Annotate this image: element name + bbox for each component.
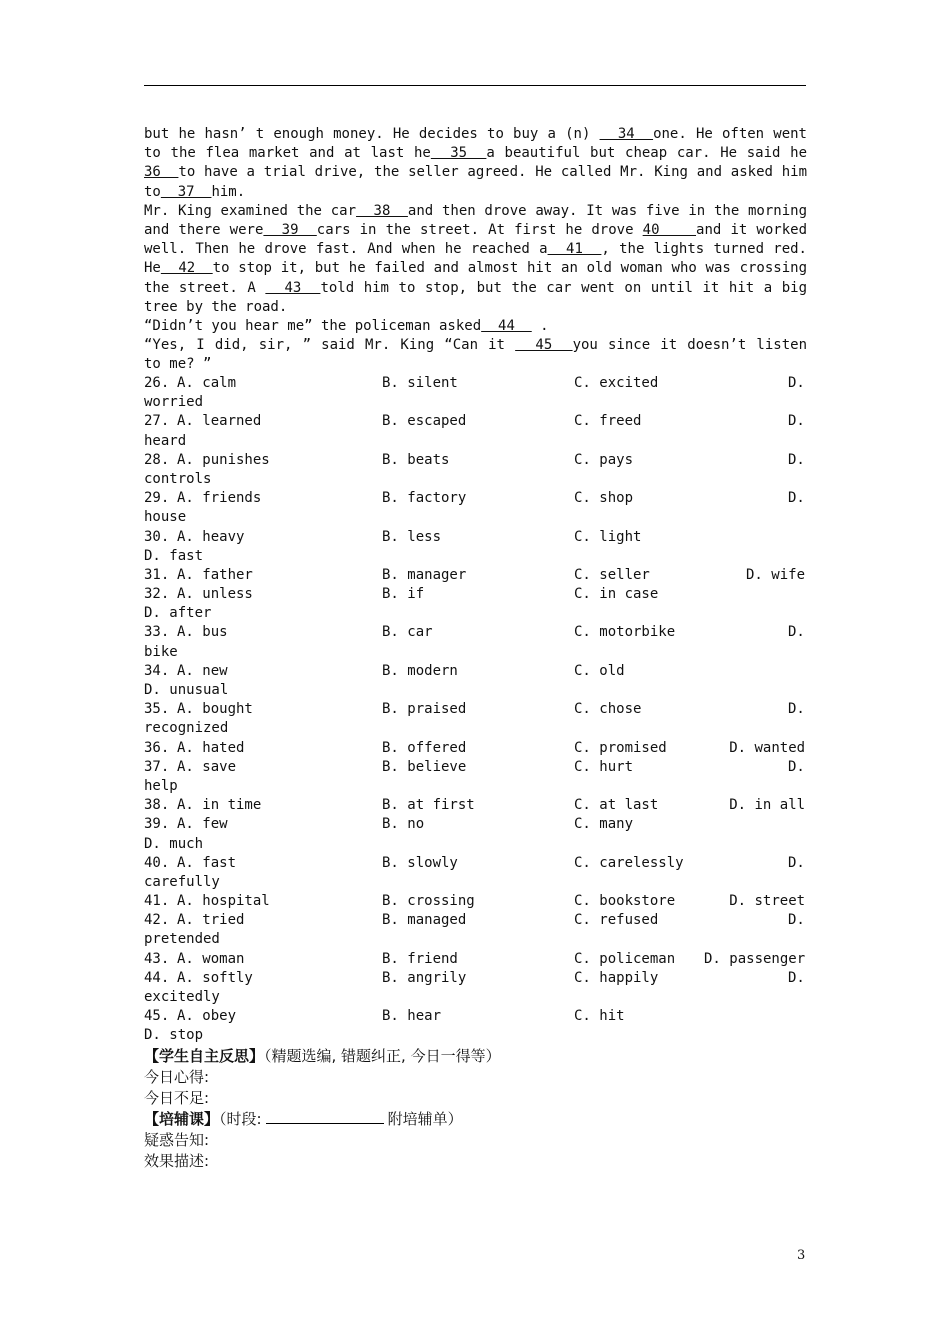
question-row [144,892,807,911]
passage-line-7: well. Then he drove fast. And when he reached a 41 , the lights turned red. [144,241,807,258]
option-a[interactable]: A. calm [177,375,237,391]
question-row [144,528,807,547]
question-number: 39. [144,816,170,833]
option-a[interactable]: A. hated [177,739,245,756]
option-d[interactable]: D. wife [746,566,806,583]
option-c[interactable]: C. happily [574,969,659,986]
option-d[interactable]: D. [788,624,805,641]
option-c[interactable]: C. old [574,662,625,679]
tutoring-header [144,1109,501,1130]
option-b[interactable]: B. factory [382,490,467,507]
question-number: 44. [144,969,170,986]
option-a[interactable]: A. obey [177,1008,237,1025]
question-number: 29. [144,490,170,507]
option-b[interactable]: B. managed [382,912,467,929]
passage-line-5: Mr. King examined the car 38 and then drove away. It was five in the morning [144,202,807,219]
option-c[interactable]: C. freed [574,413,642,430]
option-a[interactable]: A. punishes [177,451,270,468]
option-d[interactable]: D. passenger [704,950,806,967]
question-row [144,796,807,815]
option-b[interactable]: B. modern [382,662,458,679]
question-row-wrap [144,643,807,662]
question-row-wrap [144,930,807,949]
option-a[interactable]: A. in time [177,797,262,814]
option-c[interactable]: C. shop [574,490,634,507]
option-d[interactable]: D. [788,701,805,718]
option-d-wrapped[interactable]: D. fast [144,547,204,564]
tutoring-note: 附培辅单） [387,1110,463,1128]
option-b[interactable]: B. silent [382,375,458,391]
option-a[interactable]: A. few [177,816,228,833]
question-row-wrap [144,835,807,854]
question-row-wrap [144,719,807,738]
question-number: 42. [144,912,170,929]
option-d[interactable]: D. wanted [729,739,806,756]
blank-39[interactable]: 39 [263,221,317,238]
passage-line-13: to me? ” [144,356,212,373]
option-d[interactable]: D. [788,451,805,468]
passage-line-2: to the flea market and at last he 35 a beautiful but cheap car. He said he [144,145,807,162]
question-number: 37. [144,758,170,775]
option-d[interactable]: D. in all [729,797,806,814]
option-c[interactable]: C. policeman [574,950,676,967]
option-c[interactable]: C. promised [574,739,667,756]
blank-44[interactable]: 44 [481,317,532,334]
gain-label: 今日心得: [144,1068,210,1086]
option-b[interactable]: B. manager [382,566,467,583]
blank-35[interactable]: 35 [430,145,487,162]
option-c[interactable]: C. in case [574,586,659,603]
option-b[interactable]: B. praised [382,701,467,718]
option-d[interactable]: D. [788,969,805,986]
passage-line-6: and there were 39 cars in the street. At first he drove 40 and it worked [144,221,807,238]
question-number: 34. [144,662,170,679]
option-b[interactable]: B. escaped [382,413,467,430]
blank-36[interactable]: 36 [144,164,179,181]
option-a[interactable]: A. save [177,758,237,775]
option-a[interactable]: A. new [177,662,228,679]
question-number: 43. [144,950,170,967]
option-d-wrapped[interactable]: worried [144,394,204,411]
blank-43[interactable]: 43 [265,279,321,296]
option-a[interactable]: A. unless [177,586,253,603]
period-fill-line[interactable] [266,1109,384,1124]
option-a[interactable]: A. woman [177,950,245,967]
option-c[interactable]: C. pays [574,451,634,468]
blank-45[interactable]: 45 [515,337,573,354]
question-row [144,700,807,719]
option-d[interactable]: D. [788,413,805,430]
option-b[interactable]: B. no [382,816,425,833]
question-row [144,662,807,681]
reflection-header [144,1046,501,1067]
option-d-wrapped[interactable]: bike [144,643,178,660]
question-row [144,815,807,834]
question-row [144,1007,807,1026]
option-d-wrapped[interactable]: house [144,509,187,526]
question-row-wrap [144,547,807,566]
option-d-wrapped[interactable]: recognized [144,720,229,737]
passage-line-11: “Didn’t you hear me” the policeman asked 44 . [144,317,549,334]
question-row [144,585,807,604]
option-b[interactable]: B. slowly [382,854,458,871]
header-rule [144,85,806,86]
question-row [144,739,807,758]
question-row-wrap [144,1026,807,1045]
question-row [144,489,807,508]
passage-line-9: the street. A 43 told him to stop, but the car went on until it hit a big [144,279,807,296]
option-d[interactable]: D. [788,490,805,507]
passage-line-3: 36 to have a trial drive, the seller agreed. He called Mr. King and asked him [144,164,807,181]
tutoring-period-label: （时段: [219,1110,262,1128]
question-number: 41. [144,893,170,910]
lack-label: 今日不足: [144,1089,210,1107]
option-c[interactable]: C. hit [574,1008,625,1025]
reflection-section [144,1046,501,1172]
option-b[interactable]: B. car [382,624,433,641]
question-row-wrap [144,508,807,527]
passage-line-4: to 37 him. [144,183,246,200]
tutoring-heading: 【培辅课】 [144,1110,220,1128]
question-number: 30. [144,528,170,545]
reflection-note: （精题选编, 错题纠正, 今日一得等） [264,1047,501,1065]
question-row [144,412,807,431]
option-c[interactable]: C. chose [574,701,642,718]
option-d[interactable]: D. [788,758,805,775]
option-c[interactable]: C. carelessly [574,854,684,871]
option-b[interactable]: B. believe [382,758,467,775]
question-row [144,854,807,873]
question-row-wrap [144,988,807,1007]
option-c[interactable]: C. motorbike [574,624,676,641]
option-a[interactable]: A. father [177,566,253,583]
option-c[interactable]: C. seller [574,566,650,583]
passage-line-10: tree by the road. [144,298,288,315]
option-b[interactable]: B. less [382,528,442,545]
question-number: 28. [144,451,170,468]
option-d-wrapped[interactable]: help [144,777,178,794]
option-a[interactable]: A. friends [177,490,262,507]
option-b[interactable]: B. beats [382,451,450,468]
question-row [144,451,807,470]
question-number: 33. [144,624,170,641]
option-d-wrapped[interactable]: D. after [144,605,212,622]
option-d-wrapped[interactable]: D. stop [144,1027,204,1044]
question-row [144,758,807,777]
blank-41[interactable]: 41 [547,241,602,258]
option-d-wrapped[interactable]: D. unusual [144,682,229,698]
question-row [144,969,807,988]
option-b[interactable]: B. if [382,586,425,603]
question-number: 31. [144,566,170,583]
blank-42[interactable]: 42 [160,260,213,277]
option-d-wrapped[interactable]: excitedly [144,989,220,1005]
question-row-wrap [144,777,807,796]
option-b[interactable]: B. friend [382,950,458,967]
page-number: 3 [797,1248,806,1263]
option-c[interactable]: C. many [574,816,634,833]
option-d-wrapped[interactable]: pretended [144,931,220,948]
question-row-wrap [144,470,807,489]
option-a[interactable]: A. hospital [177,893,270,910]
blank-40[interactable]: 40 [642,221,697,238]
option-d-wrapped[interactable]: D. much [144,835,204,852]
option-a[interactable]: A. fast [177,854,237,871]
option-b[interactable]: B. at first [382,797,475,814]
question-number: 27. [144,413,170,430]
option-c[interactable]: C. bookstore [574,893,676,910]
question-number: 40. [144,854,170,871]
effect-label: 效果描述: [144,1152,210,1170]
question-number: 36. [144,739,170,756]
question-number: 35. [144,701,170,718]
question-row-wrap [144,393,807,412]
question-number: 38. [144,797,170,814]
passage-line-1: but he hasn’ t enough money. He decides to buy a (n) 34 one. He often went [144,126,807,142]
question-row-wrap [144,432,807,451]
cloze-passage [144,125,807,374]
option-b[interactable]: B. crossing [382,893,475,910]
question-number: 26. [144,375,170,391]
question-row [144,950,807,969]
option-b[interactable]: B. angrily [382,969,467,986]
question-row [144,374,807,393]
option-c[interactable]: C. excited [574,375,659,391]
doubt-label: 疑惑告知: [144,1131,210,1149]
question-row [144,566,807,585]
option-a[interactable]: A. tried [177,912,245,929]
answer-options [144,374,807,1046]
blank-37[interactable]: 37 [160,183,212,200]
question-number: 32. [144,586,170,603]
option-d-wrapped[interactable]: carefully [144,873,220,890]
option-d[interactable]: D. [788,375,805,391]
option-a[interactable]: A. learned [177,413,262,430]
option-c[interactable]: C. refused [574,912,659,929]
option-d[interactable]: D. street [729,893,806,910]
option-c[interactable]: C. at last [574,797,659,814]
reflection-heading: 【学生自主反思】 [144,1047,265,1065]
option-a[interactable]: A. softly [177,969,253,986]
blank-34[interactable]: 34 [599,126,654,142]
question-number: 45. [144,1008,170,1025]
question-row [144,623,807,642]
question-row-wrap [144,873,807,892]
option-a[interactable]: A. bought [177,701,253,718]
option-b[interactable]: B. offered [382,739,467,756]
option-c[interactable]: C. hurt [574,758,634,775]
option-a[interactable]: A. bus [177,624,228,641]
option-d-wrapped[interactable]: controls [144,470,212,487]
passage-line-8: He 42 to stop it, but he failed and almost hit an old woman who was crossing [144,260,807,277]
blank-38[interactable]: 38 [356,202,408,219]
option-d-wrapped[interactable]: heard [144,432,187,449]
passage-line-12: “Yes, I did, sir, ” said Mr. King “Can it 45 you since it doesn’t listen [144,337,807,354]
option-b[interactable]: B. hear [382,1008,442,1025]
option-a[interactable]: A. heavy [177,528,245,545]
option-d[interactable]: D. [788,854,805,871]
option-d[interactable]: D. [788,912,805,929]
option-c[interactable]: C. light [574,528,642,545]
question-row-wrap [144,681,807,700]
question-row-wrap [144,604,807,623]
question-row [144,911,807,930]
